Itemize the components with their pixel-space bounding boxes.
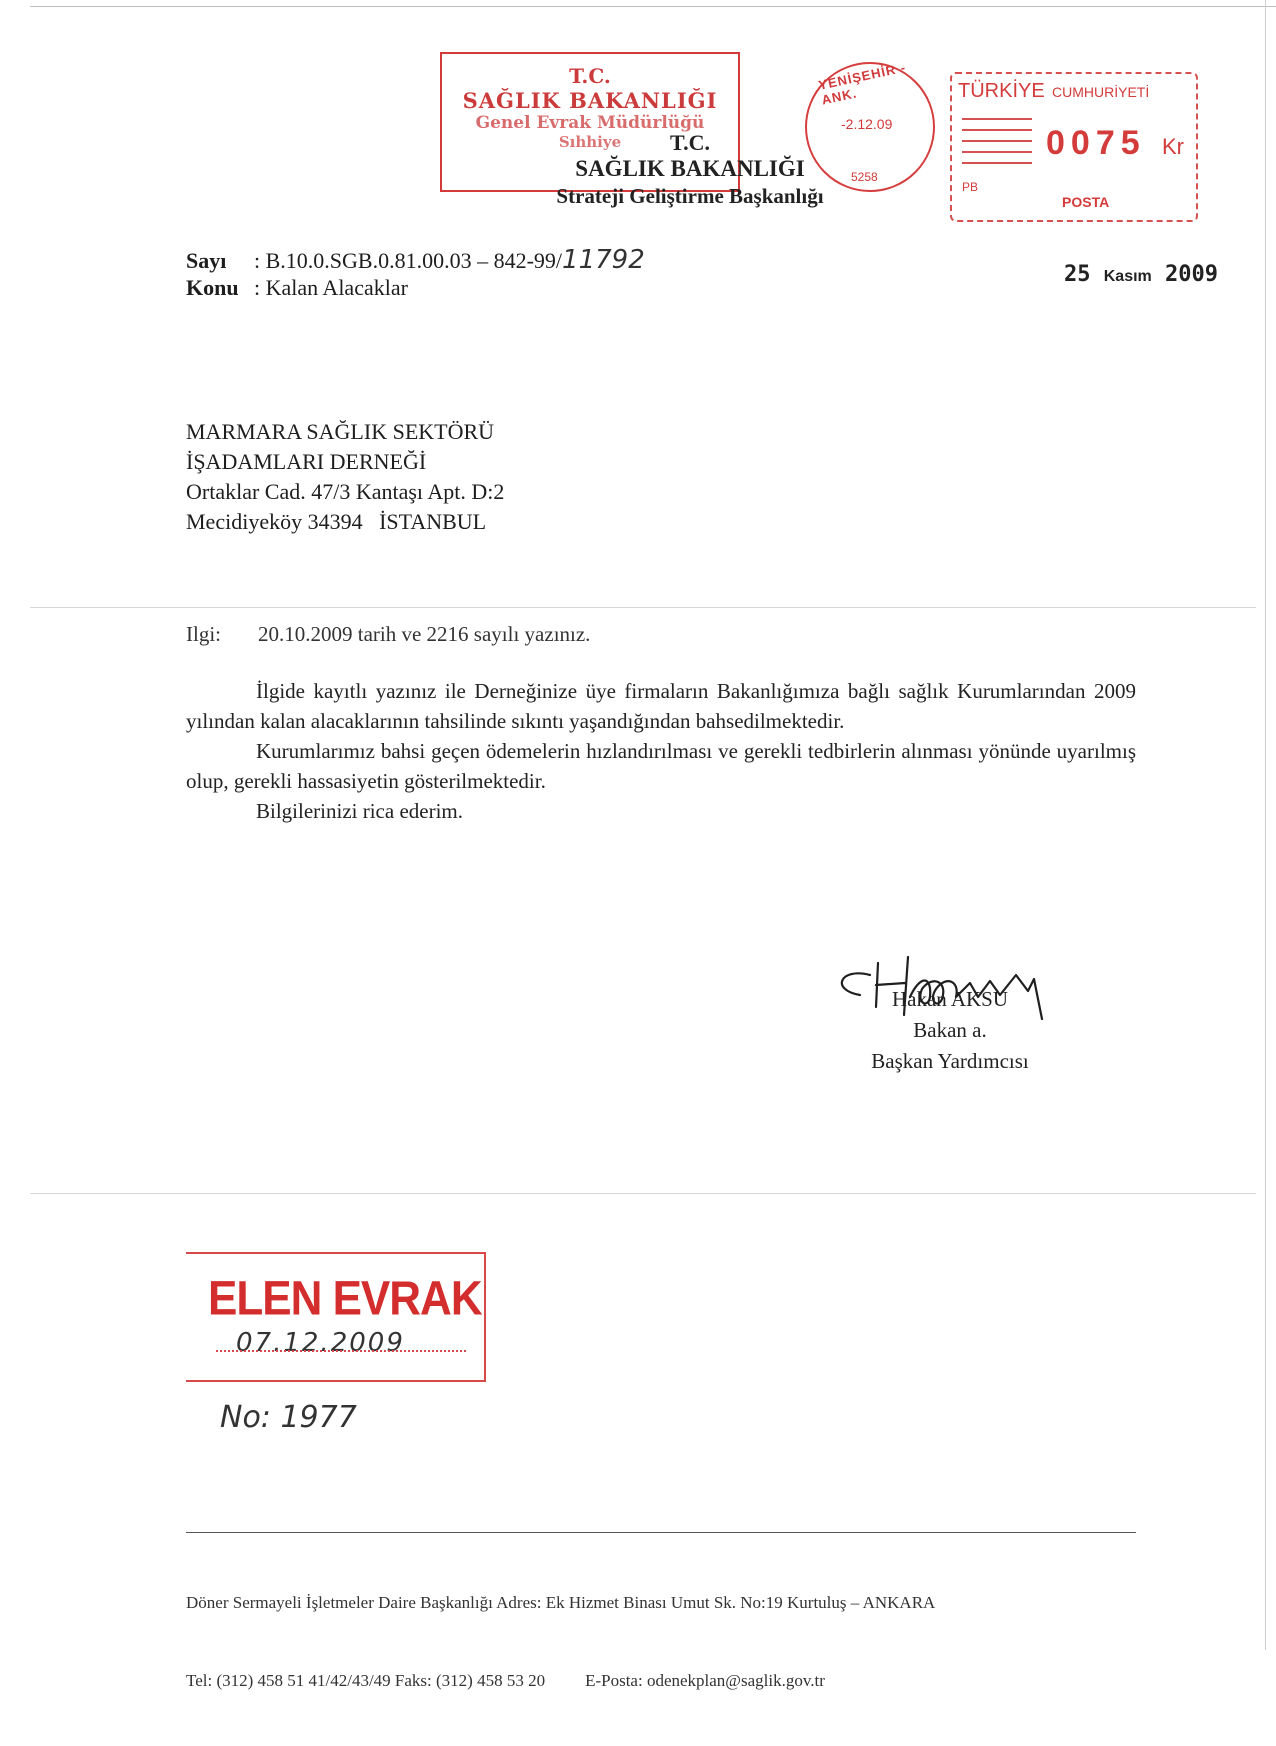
incoming-number-handwritten: No: 1977 xyxy=(220,1400,357,1435)
paper-top-edge xyxy=(30,6,1276,7)
meter-code: PB xyxy=(962,180,979,194)
recipient-line2: İŞADAMLARI DERNEĞİ xyxy=(186,449,427,474)
signer-name: Hakan AKSU xyxy=(891,987,1009,1011)
postage-meter-box xyxy=(950,72,1198,222)
meter-posta-label: POSTA xyxy=(1062,194,1110,210)
incoming-stamp-title: ELEN EVRAK xyxy=(208,1271,482,1326)
footer-contact xyxy=(186,1668,935,1694)
incoming-document-stamp xyxy=(186,1252,486,1382)
header-tc: T.C. xyxy=(670,130,710,155)
letter-body xyxy=(186,676,1136,826)
date-day: 25 xyxy=(1064,262,1091,287)
ministry-stamp-line4: Sıhhiye xyxy=(558,133,622,151)
date-month: Kasım xyxy=(1103,268,1152,285)
postmark-serial: 5258 xyxy=(851,170,878,184)
footer-divider xyxy=(186,1532,1136,1533)
body-paragraph-3: Bilgilerinizi rica ederim. xyxy=(256,799,464,823)
footer-address: Döner Sermayeli İşletmeler Daire Başkanlığı Adres: Ek Hizmet Binası Umut Sk. No:19 Kurtuluş – ANKARA xyxy=(186,1593,936,1612)
signature-block xyxy=(820,984,1080,1077)
meter-country-sub: CUMHURİYETİ xyxy=(1052,84,1150,100)
recipient-address xyxy=(186,417,504,537)
footer-email: E-Posta: odenekplan@saglik.gov.tr xyxy=(585,1671,825,1690)
letter-footer xyxy=(186,1538,935,1746)
signer-title1: Bakan a. xyxy=(913,1018,987,1042)
ministry-stamp-line2: SAĞLIK BAKANLIĞI xyxy=(462,88,718,113)
konu-label: Konu xyxy=(186,275,239,300)
paper-right-edge xyxy=(1265,0,1266,1650)
header-department: Strateji Geliştirme Başkanlığı xyxy=(556,184,824,208)
letter-date xyxy=(1064,262,1218,287)
ilgi-value: 20.10.2009 tarih ve 2216 sayılı yazınız. xyxy=(258,622,591,646)
meter-lines xyxy=(962,118,1032,173)
fold-line-upper xyxy=(30,607,1256,608)
ministry-stamp-line3: Genel Evrak Müdürlüğü xyxy=(475,113,705,133)
sayi-handwritten: 11792 xyxy=(562,245,645,275)
ilgi-label: Ilgi: xyxy=(186,622,221,646)
recipient-line3: Ortaklar Cad. 47/3 Kantaşı Apt. D:2 xyxy=(186,479,505,504)
ministry-stamp-line1: T.C. xyxy=(569,64,611,88)
meter-unit: Kr xyxy=(1162,134,1184,159)
footer-phone: Tel: (312) 458 51 41/42/43/49 Faks: (312) 458 53 20 xyxy=(186,1671,546,1690)
date-year: 2009 xyxy=(1165,262,1219,287)
meter-amount: 0075 xyxy=(1046,124,1146,162)
sayi-value: : B.10.0.SGB.0.81.00.03 – 842-99/ xyxy=(254,248,563,273)
recipient-line4: Mecidiyeköy 34394 İSTANBUL xyxy=(186,509,487,534)
konu-value: : Kalan Alacaklar xyxy=(254,275,408,300)
body-paragraph-2: Kurumlarımız bahsi geçen ödemelerin hızlandırılması ve gerekli tedbirlerin alınması yönünde uyarılmış olup, gerekli hassasiyetin gösterilmektedir. xyxy=(186,739,1136,793)
postmark-ring-text: YENİŞEHİR - ANK. xyxy=(817,59,908,108)
sayi-label: Sayı xyxy=(186,248,227,273)
signer-title2: Başkan Yardımcısı xyxy=(871,1049,1029,1073)
postage-postmark xyxy=(805,59,935,192)
sayi-line xyxy=(186,245,645,275)
ilgi-line xyxy=(186,622,590,647)
incoming-stamp-date: 07.12.2009 xyxy=(236,1328,405,1358)
konu-line xyxy=(186,275,408,301)
recipient-line1: MARMARA SAĞLIK SEKTÖRÜ xyxy=(186,419,495,444)
meter-country: TÜRKİYE xyxy=(958,80,1045,102)
body-paragraph-1: İlgide kayıtlı yazınız ile Derneğinize üye firmaların Bakanlığımıza bağlı sağlık Kurumlarından 2009 yılından kalan alacaklarının tahsilinde sıkıntı yaşandığından bahsedilmektedir. xyxy=(186,679,1136,733)
incoming-stamp-dotted-line xyxy=(216,1350,466,1352)
postmark-date: -2.12.09 xyxy=(841,116,893,132)
fold-line-lower xyxy=(30,1193,1256,1194)
header-ministry: SAĞLIK BAKANLIĞI xyxy=(575,156,805,181)
